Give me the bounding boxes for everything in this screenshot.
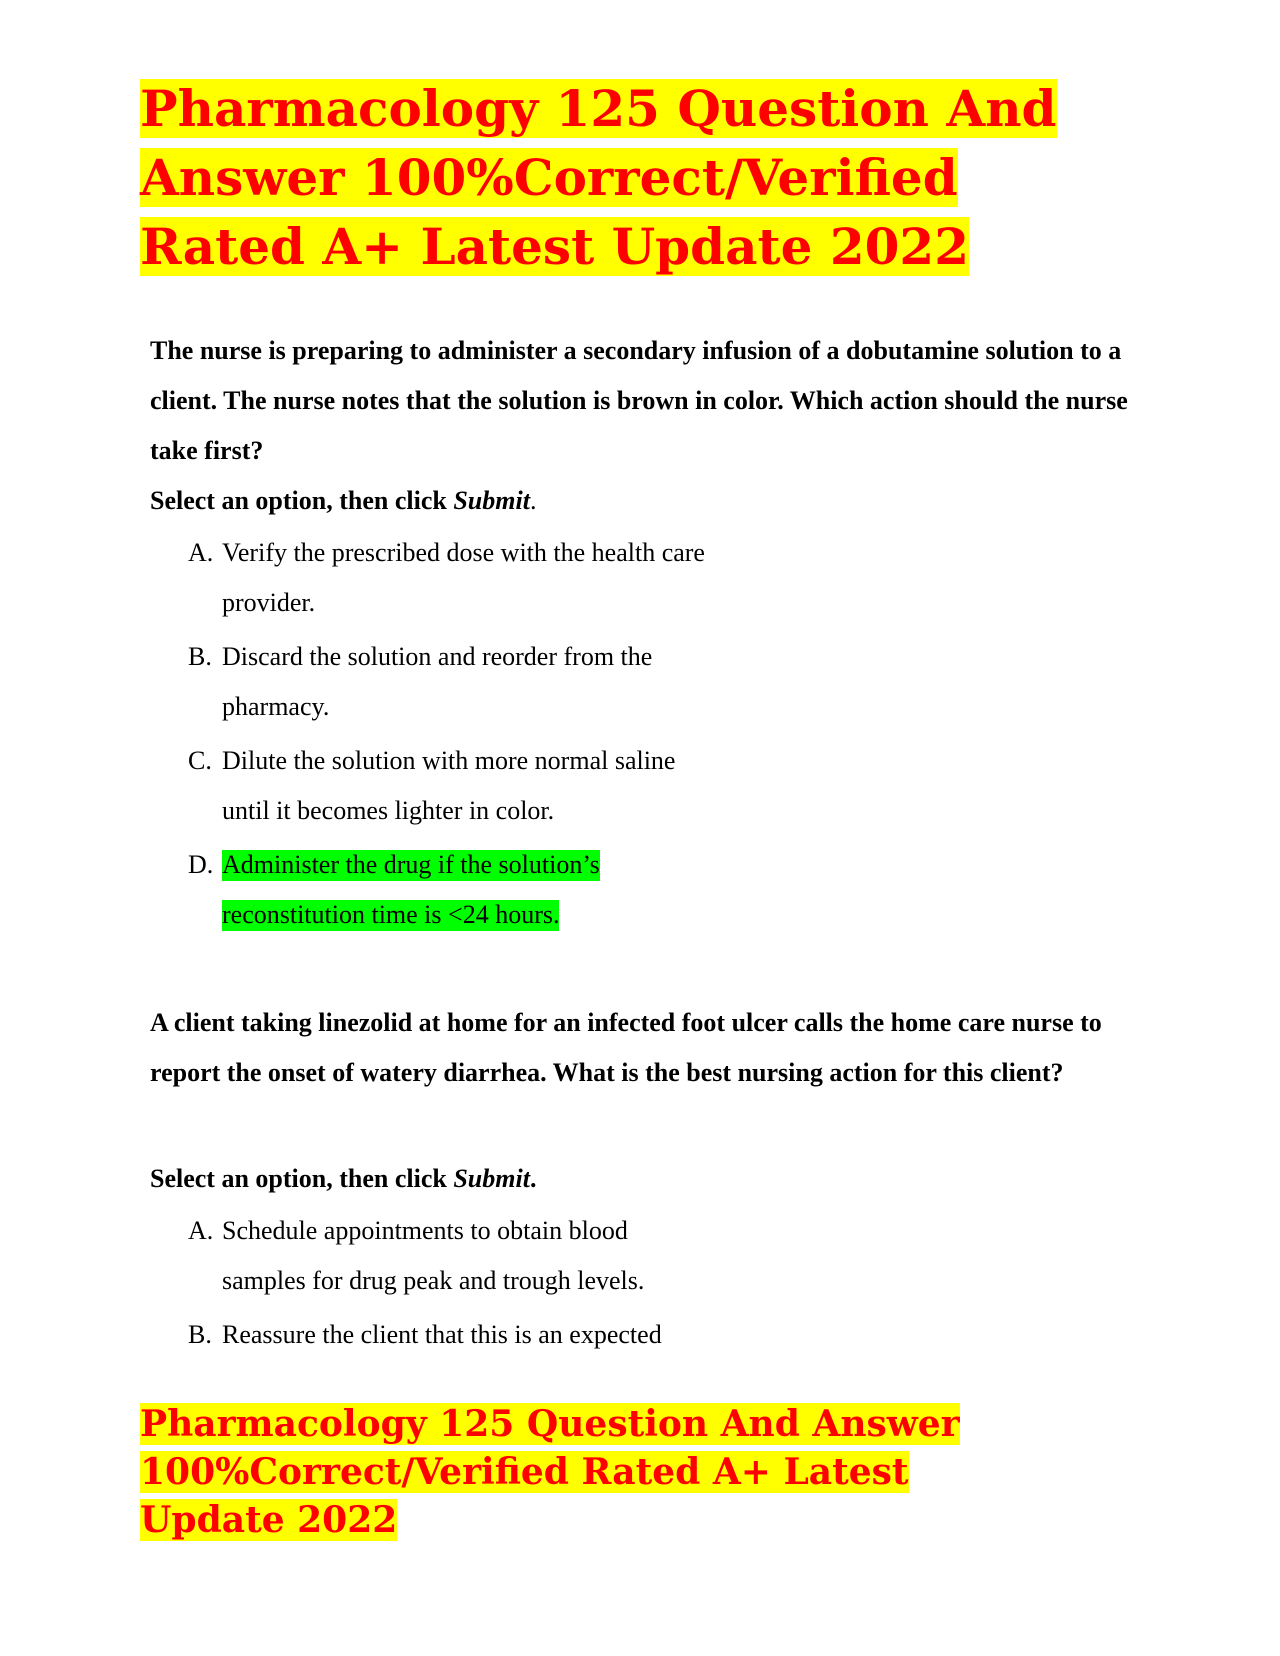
question-1-stem: The nurse is preparing to administer a secondary infusion of a dobutamine solution to a client. The nurse notes that the solution is brown in color. Which action should the nurse take first? — [150, 336, 1128, 465]
option-letter: A. — [188, 538, 214, 567]
option-b — [188, 1310, 708, 1360]
question-2-stem: A client taking linezolid at home for an infected foot ulcer calls the home care nurse to report the onset of watery diarrhea. What is the best nursing action for this client? — [150, 1008, 1102, 1087]
option-b — [188, 632, 728, 732]
option-c — [188, 736, 728, 836]
option-letter: B. — [188, 642, 212, 671]
question-2-instruction — [150, 1154, 536, 1204]
question-1-instruction — [150, 476, 536, 526]
option-d-correct-answer — [188, 840, 728, 940]
instruction-prefix: Select an option, then click — [150, 1164, 454, 1193]
option-letter: B. — [188, 1320, 212, 1349]
document-title — [140, 74, 1140, 281]
option-text: Discard the solution and reorder from the pharmacy. — [222, 642, 653, 721]
option-letter: A. — [188, 1216, 214, 1245]
instruction-suffix: . — [529, 486, 537, 515]
option-a — [188, 528, 728, 628]
instruction-action: Submit — [453, 486, 530, 515]
option-text: Schedule appointments to obtain blood samples for drug peak and trough levels. — [222, 1216, 645, 1295]
option-letter: D. — [188, 850, 214, 879]
option-letter: C. — [188, 746, 212, 775]
option-a — [188, 1206, 708, 1306]
footer-title-text: Pharmacology 125 Question And Answer 100%Correct/Verified Rated A+ Latest Update 2022 — [140, 1403, 960, 1541]
instruction-action: Submit — [453, 1164, 530, 1193]
option-text: Reassure the client that this is an expected — [222, 1320, 662, 1349]
correct-answer-highlight: Administer the drug if the solution’s reconstitution time is <24 hours. — [222, 850, 600, 929]
option-text: Verify the prescribed dose with the health care provider. — [222, 538, 705, 617]
option-text: Dilute the solution with more normal saline until it becomes lighter in color. — [222, 746, 676, 825]
instruction-prefix: Select an option, then click — [150, 486, 454, 515]
document-title-text: Pharmacology 125 Question And Answer 100%Correct/Verified Rated A+ Latest Update 2022 — [140, 79, 1057, 276]
instruction-suffix: . — [529, 1164, 537, 1193]
question-2-options — [188, 1206, 708, 1364]
question-1-options — [188, 528, 728, 944]
footer-title — [140, 1400, 1060, 1544]
